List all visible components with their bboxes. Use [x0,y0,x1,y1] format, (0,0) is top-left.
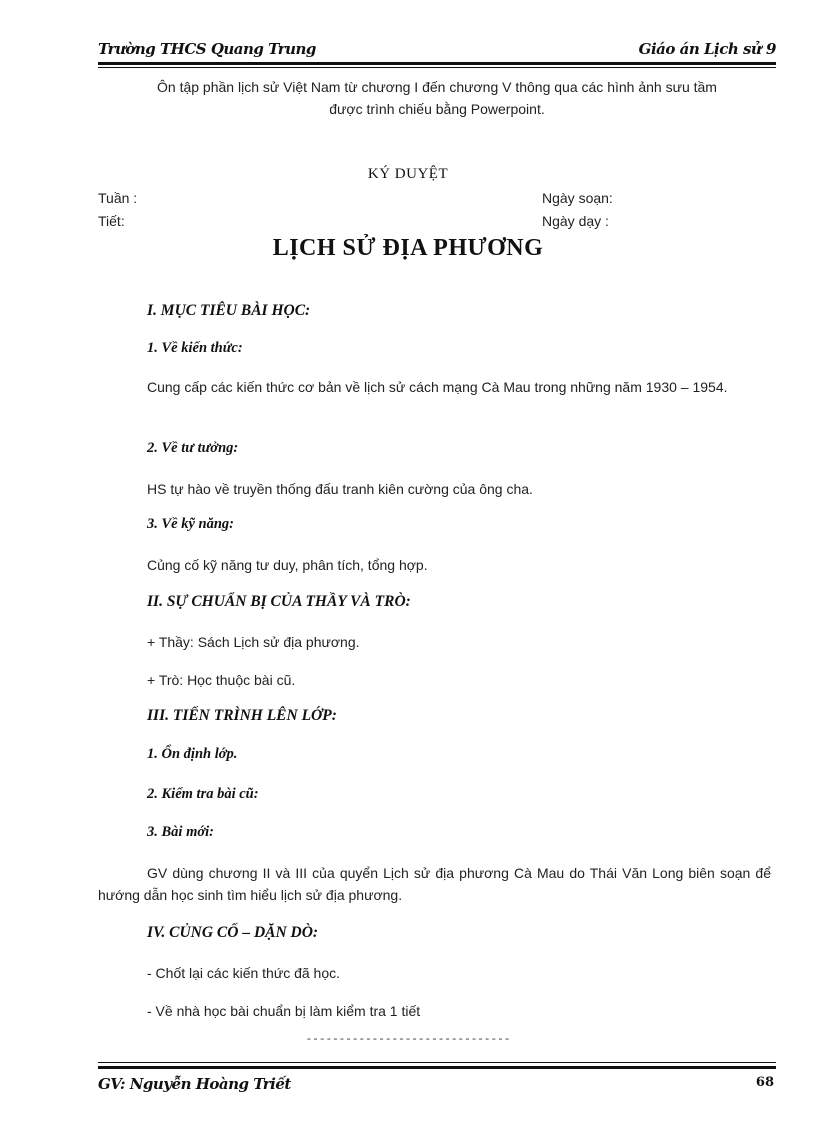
knowledge-text: Cung cấp các kiến thức cơ bản về lịch sử cách mạng Cà Mau trong những năm 1930 – 1954. [147,379,728,395]
period-label: Tiết: [98,213,125,229]
lesson-title: LỊCH SỬ ĐỊA PHƯƠNG [272,235,544,261]
header-subject: Giáo án Lịch sử 9 [638,40,776,58]
header-rule-thick [98,62,776,65]
prep-date-label: Ngày soạn: [542,190,613,206]
procedure-step-2: 2. Kiểm tra bài cũ: [147,786,259,802]
review-item-1: - Chốt lại các kiến thức đã học. [147,965,341,981]
preparation-student: + Trò: Học thuộc bài cũ. [147,672,296,688]
section-preparation-heading: II. SỰ CHUẨN BỊ CỦA THẦY VÀ TRÒ: [147,593,411,610]
page-number: 68 [755,1075,774,1090]
page-header [98,40,776,64]
knowledge-heading: 1. Về kiến thức: [147,340,243,356]
skills-text: Củng cố kỹ năng tư duy, phân tích, tổng hợp. [147,557,428,573]
skills-heading: 3. Về kỹ năng: [147,516,234,532]
new-lesson-text: GV dùng chương II và III của quyển Lịch sử địa phương Cà Mau do Thái Văn Long biên soạn để hướng dẫn học sinh tìm hiểu lịch sử địa phương. [98,865,771,903]
section-separator: ------------------------------- [305,1034,511,1046]
attitude-heading: 2. Về tư tưởng: [147,440,239,456]
section-review-heading: IV. CỦNG CỐ – DẶN DÒ: [147,924,319,941]
procedure-step-1: 1. Ổn định lớp. [147,746,238,762]
attitude-text: HS tự hào về truyền thống đấu tranh kiên cường của ông cha. [147,481,533,497]
section-procedure-heading: III. TIẾN TRÌNH LÊN LỚP: [147,707,337,724]
footer-rule-thin [98,1062,776,1063]
procedure-step-3: 3. Bài mới: [147,824,214,840]
header-rule-thin [98,67,776,68]
footer-rule-thick [98,1066,776,1069]
review-item-2: - Về nhà học bài chuẩn bị làm kiểm tra 1 tiết [147,1003,421,1019]
approval-heading: KÝ DUYỆT [367,166,449,182]
preparation-teacher: + Thầy: Sách Lịch sử địa phương. [147,634,360,650]
intro-text [98,76,776,120]
footer-teacher: GV: Nguyễn Hoàng Triết [98,1075,291,1093]
teach-date-label: Ngày dạy : [542,213,609,229]
header-school: Trường THCS Quang Trung [98,40,316,58]
week-label: Tuần : [98,190,138,206]
intro-line-2: được trình chiếu bằng Powerpoint. [329,101,545,117]
section-objectives-heading: I. MỤC TIÊU BÀI HỌC: [147,302,311,319]
intro-line-1: Ôn tập phần lịch sử Việt Nam từ chương I đến chương V thông qua các hình ảnh sưu tầm [157,79,717,95]
